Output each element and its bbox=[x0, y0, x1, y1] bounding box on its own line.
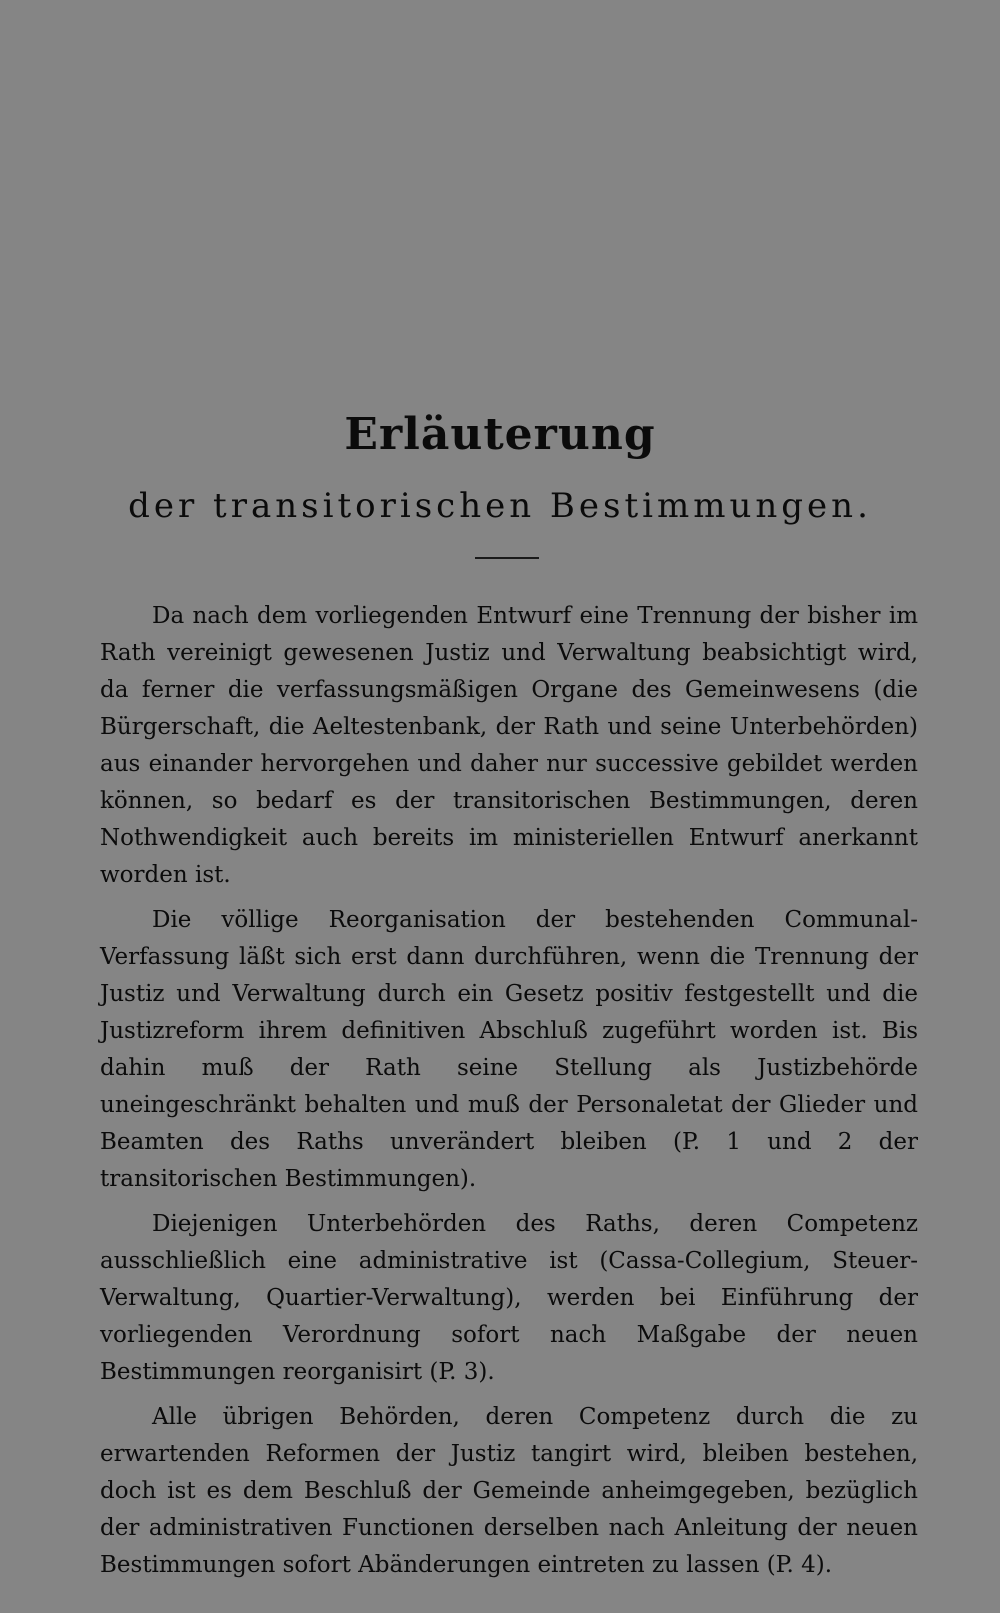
title-divider bbox=[475, 557, 539, 559]
paragraph-3: Diejenigen Unterbehörden des Raths, deren Competenz ausschließlich eine administrative ist (Cassa-Collegium, Steuer-Verwaltung, Quartier-Verwaltung), werden bei Einführung der vorliegenden Verordnung sofort nach Maßgabe der neuen Bestimmungen reorganisirt (P. 3). bbox=[100, 1211, 918, 1385]
paragraph-2: Die völlige Reorganisation der bestehenden Communal-Verfassung läßt sich erst dann durchführen, wenn die Trennung der Justiz und Verwaltung durch ein Gesetz positiv festgestellt und die Justizreform ihrem definitiven Abschluß zugeführt worden ist. Bis dahin muß der Rath seine Stellung als Justizbehörde uneingeschränkt behalten und muß der Personaletat der Glieder und Beamten des Raths unverändert bleiben (P. 1 und 2 der transitorischen Bestimmungen). bbox=[100, 907, 918, 1192]
paragraph-1: Da nach dem vorliegenden Entwurf eine Trennung der bisher im Rath vereinigt gewesenen Justiz und Verwaltung beabsichtigt wird, da ferner die verfassungsmäßigen Organe des Gemeinwesens (die Bürgerschaft, die Aeltestenbank, der Rath und seine Unterbehörden) aus einander hervorgehen und daher nur successive gebildet werden können, so bedarf es der transitorischen Bestimmungen, deren Nothwendigkeit auch bereits im ministeriellen Entwurf anerkannt worden ist. bbox=[100, 603, 918, 888]
page-subtitle: der transitorischen Bestimmungen. bbox=[128, 486, 872, 526]
paragraph-4: Alle übrigen Behörden, deren Competenz durch die zu erwartenden Reformen der Justiz tangirt wird, bleiben bestehen, doch ist es dem Beschluß der Gemeinde anheimgegeben, bezüglich der administrativen Functionen derselben nach Anleitung der neuen Bestimmungen sofort Abänderungen eintreten zu lassen (P. 4). bbox=[100, 1404, 918, 1578]
body-text bbox=[100, 598, 918, 1592]
page-title: Erläuterung bbox=[344, 409, 656, 460]
